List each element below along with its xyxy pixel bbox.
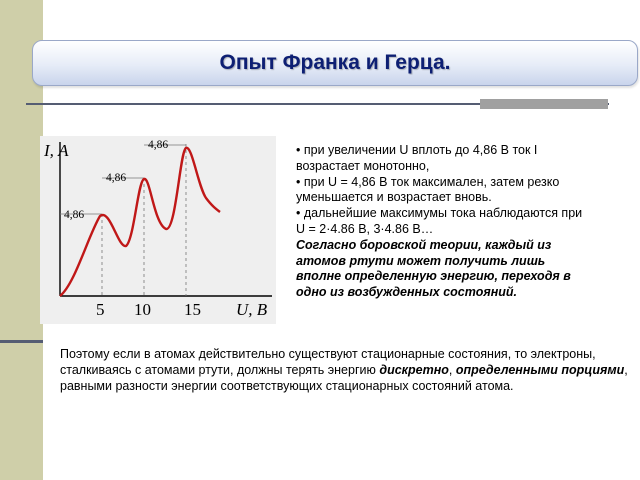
conclusion-separator: , <box>448 363 456 377</box>
current-voltage-graph <box>40 136 276 324</box>
x-tick-15: 15 <box>184 300 201 319</box>
conclusion-paragraph <box>60 346 640 394</box>
title-banner <box>32 40 638 86</box>
emphasis-portions: определенными порциями <box>455 363 625 377</box>
bottom-left-rule <box>0 340 43 343</box>
bullet-3: • дальнейшие максимумы тока наблюдаются при U = 2·4.86 В, 3·4.86 В… <box>296 206 583 236</box>
title-underline-bar <box>480 99 608 109</box>
x-tick-10: 10 <box>134 300 151 319</box>
x-axis-label: U, В <box>236 300 268 319</box>
current-curve <box>60 148 220 296</box>
x-tick-5: 5 <box>96 300 105 319</box>
conclusion-part-1: Поэтому если в атомах действительно существуют стационарные состояния, то электроны, сталкиваясь с атомами ртути, должны терять энергию <box>60 347 596 377</box>
peak-label-3: 4,86 <box>148 139 169 151</box>
peak-label-2: 4,86 <box>106 172 127 184</box>
bohr-theory-note: Согласно боровской теории, каждый из атомов ртути может получить лишь вполне определенную энергию, переходя в одно из возбужденных состояний. <box>296 237 571 300</box>
bullet-2: • при U = 4,86 В ток максимален, затем резко уменьшается и возрастает вновь. <box>296 174 560 205</box>
emphasis-discrete: дискретно <box>379 363 449 377</box>
peak-label-1: 4,86 <box>64 209 85 221</box>
y-axis-label: I, А <box>44 141 69 160</box>
slide-title: Опыт Франка и Герца. <box>219 51 451 74</box>
experiment-notes <box>296 143 592 301</box>
bullet-1: • при увеличении U вплоть до 4,86 В ток I возрастает монотонно, <box>296 143 538 173</box>
conclusion-part-2: , равными разности энергии соответствующих стационарных состояний атома. <box>60 363 628 393</box>
